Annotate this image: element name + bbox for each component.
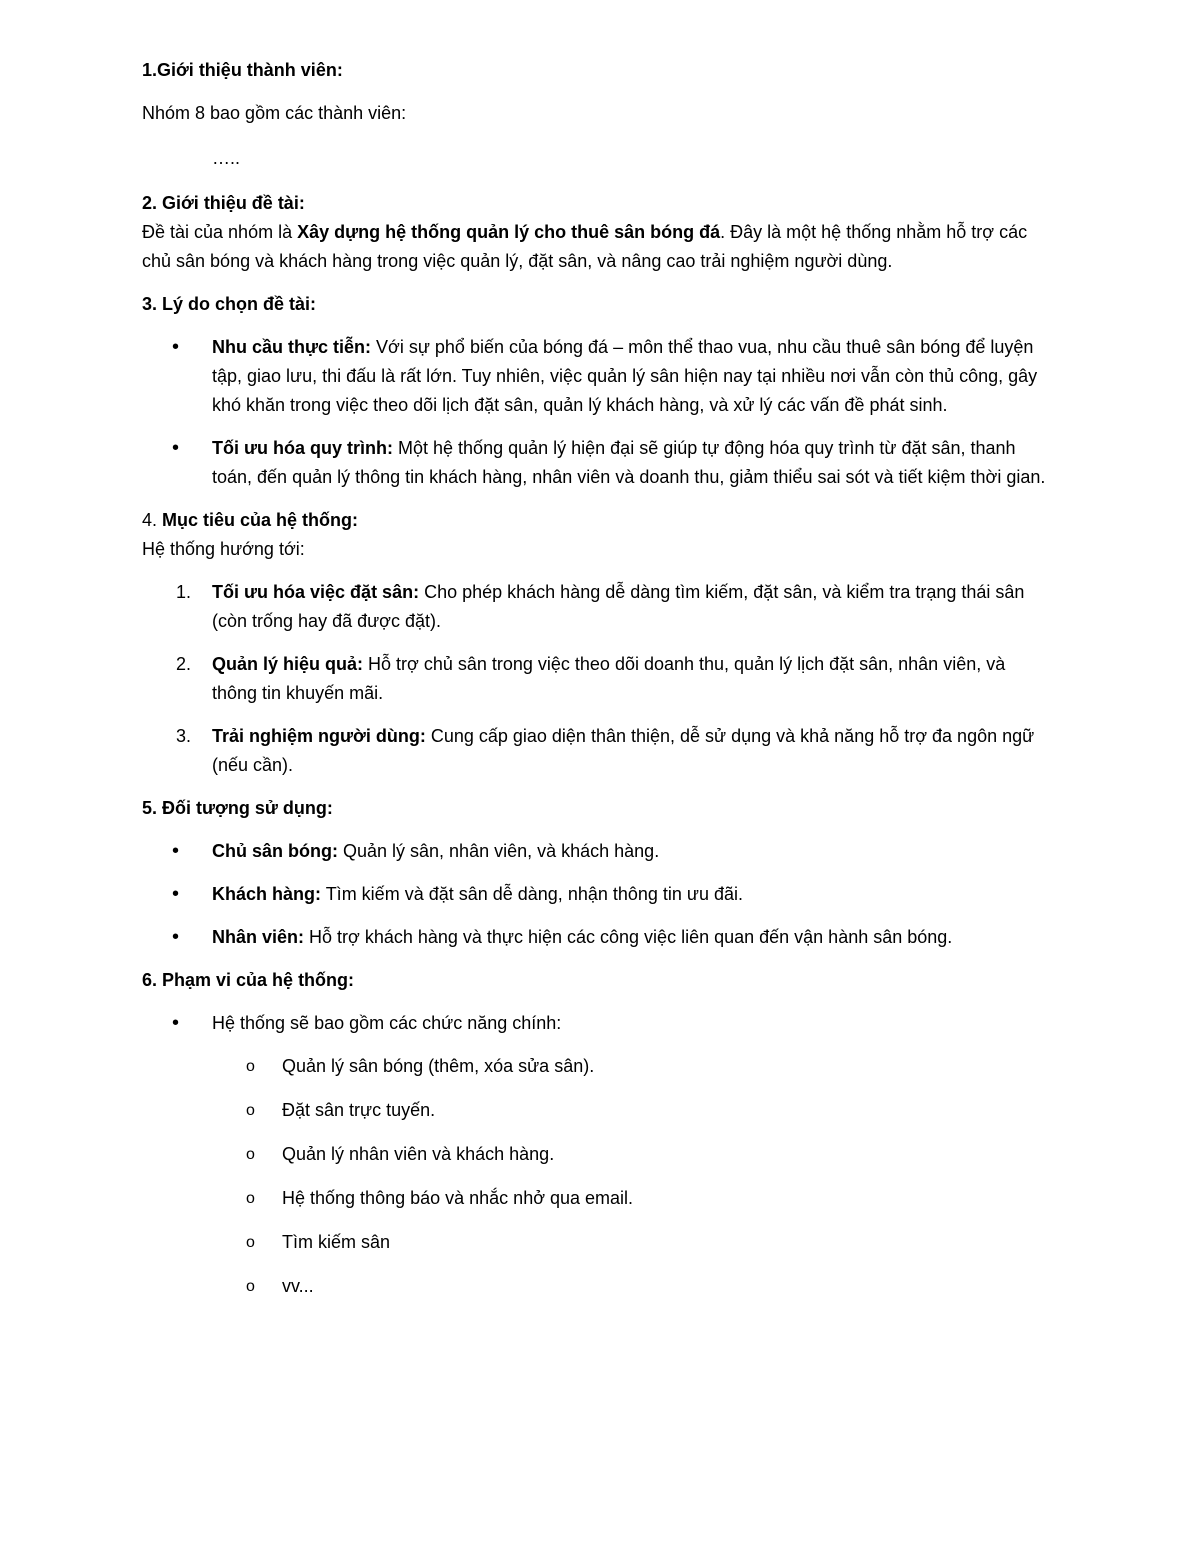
item-number: 1. xyxy=(176,582,192,602)
item-label: Quản lý hiệu quả: xyxy=(212,654,364,674)
section-2-topic: Xây dựng hệ thống quản lý cho thuê sân bóng đá xyxy=(297,222,721,242)
list-item xyxy=(142,1009,1050,1301)
item-text: Hỗ trợ khách hàng và thực hiện các công việc liên quan đến vận hành sân bóng. xyxy=(304,927,953,947)
section-1-line: Nhóm 8 bao gồm các thành viên: xyxy=(142,103,407,123)
section-6-sublist xyxy=(212,1052,1050,1301)
section-3-title: 3. Lý do chọn đề tài: xyxy=(142,294,317,314)
sub-list-item: o Quản lý sân bóng (thêm, xóa sửa sân). xyxy=(212,1052,1050,1081)
item-text: Hỗ trợ chủ sân trong việc theo dõi doanh thu, quản lý lịch đặt sân, nhân viên, và thông tin khuyến mãi. xyxy=(212,654,1006,703)
section-5-list xyxy=(142,837,1050,952)
section-4-title xyxy=(142,506,1050,535)
list-item xyxy=(142,578,1050,636)
list-item xyxy=(142,333,1050,420)
item-label: Nhân viên: xyxy=(212,927,305,947)
item-text: Tìm kiếm và đặt sân dễ dàng, nhận thông tin ưu đãi. xyxy=(321,884,743,904)
item-text: Một hệ thống quản lý hiện đại sẽ giúp tự động hóa quy trình từ đặt sân, thanh toán, đến quản lý thông tin khách hàng, nhân viên và doanh thu, giảm thiểu sai sót và tiết kiệm thời gian. xyxy=(212,438,1046,487)
section-5-title: 5. Đối tượng sử dụng: xyxy=(142,798,333,818)
section-2-text-a: Đề tài của nhóm là xyxy=(142,222,298,242)
item-number: 2. xyxy=(176,654,192,674)
list-item xyxy=(142,434,1050,492)
sub-list-item: o Quản lý nhân viên và khách hàng. xyxy=(212,1140,1050,1169)
section-1-title: 1.Giới thiệu thành viên: xyxy=(142,60,343,80)
list-item xyxy=(142,650,1050,708)
item-text: Cung cấp giao diện thân thiện, dễ sử dụng và khả năng hỗ trợ đa ngôn ngữ (nếu cần). xyxy=(212,726,1035,775)
item-label: Trải nghiệm người dùng: xyxy=(212,726,426,746)
sub-list-item: o vv... xyxy=(212,1272,1050,1301)
item-label: Nhu cầu thực tiễn: xyxy=(212,337,372,357)
section-6-title: 6. Phạm vi của hệ thống: xyxy=(142,970,355,990)
sub-list-item: o Đặt sân trực tuyến. xyxy=(212,1096,1050,1125)
section-2-title: 2. Giới thiệu đề tài: xyxy=(142,193,305,213)
item-text: Quản lý sân, nhân viên, và khách hàng. xyxy=(337,841,660,861)
list-item xyxy=(142,923,1050,952)
section-3-list xyxy=(142,333,1050,492)
section-4-title-prefix: 4. xyxy=(142,510,163,530)
sub-list-item: o Hệ thống thông báo và nhắc nhở qua email. xyxy=(212,1184,1050,1213)
item-label: Tối ưu hóa quy trình: xyxy=(212,438,394,458)
section-1-dots: ….. xyxy=(212,148,241,168)
item-number: 3. xyxy=(176,726,192,746)
list-item xyxy=(142,837,1050,866)
section-2-text xyxy=(142,218,1050,276)
list-item xyxy=(142,880,1050,909)
section-4-title-main: Mục tiêu của hệ thống: xyxy=(162,510,359,530)
item-label: Khách hàng: xyxy=(212,884,322,904)
list-item xyxy=(142,722,1050,780)
section-4-list xyxy=(142,578,1050,780)
item-label: Chủ sân bóng: xyxy=(212,841,338,861)
section-2-text-b: . Đây là một hệ thống nhằm hỗ trợ các chủ sân bóng và khách hàng trong việc quản lý, đặt sân, và nâng cao trải nghiệm người dùng. xyxy=(142,222,1028,271)
sub-list-item: o Tìm kiếm sân xyxy=(212,1228,1050,1257)
item-text: Với sự phổ biến của bóng đá – môn thể thao vua, nhu cầu thuê sân bóng để luyện tập, giao lưu, thi đấu là rất lớn. Tuy nhiên, việc quản lý sân hiện nay tại nhiều nơi vẫn còn thủ công, gây khó khăn trong việc theo dõi lịch đặt sân, quản lý khách hàng, và xử lý các vấn đề phát sinh. xyxy=(212,337,1038,415)
item-text: Hệ thống sẽ bao gồm các chức năng chính: xyxy=(212,1013,562,1033)
item-text: Cho phép khách hàng dễ dàng tìm kiếm, đặt sân, và kiểm tra trạng thái sân (còn trống hay đã được đặt). xyxy=(212,582,1025,631)
section-4-intro: Hệ thống hướng tới: xyxy=(142,539,305,559)
section-6-list xyxy=(142,1009,1050,1301)
item-label: Tối ưu hóa việc đặt sân: xyxy=(212,582,420,602)
